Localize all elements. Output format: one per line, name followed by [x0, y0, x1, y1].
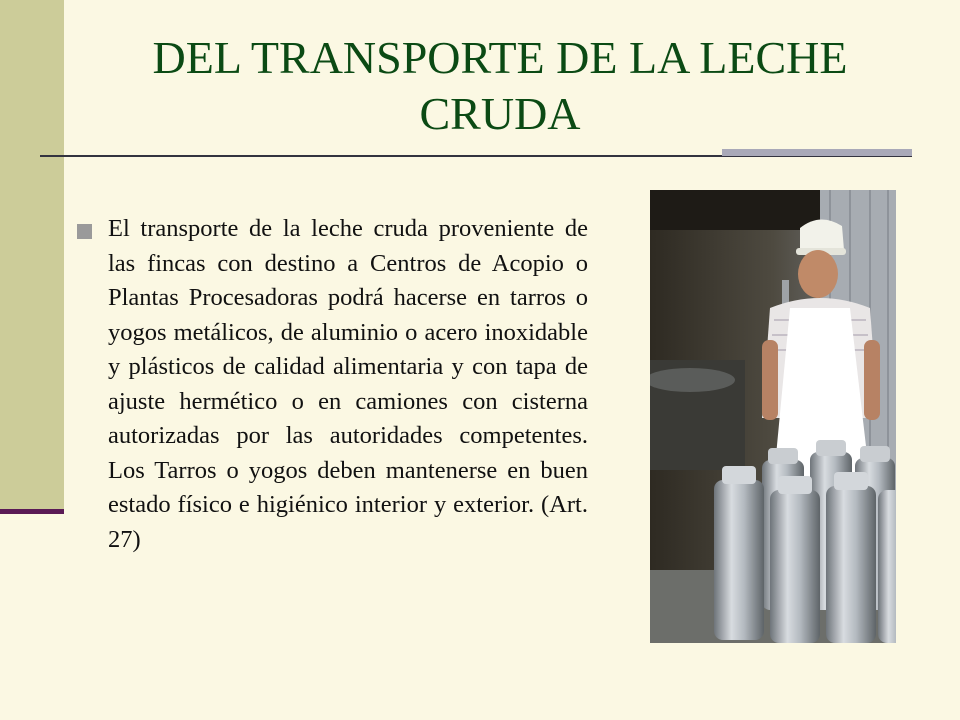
title-divider-accent — [722, 149, 912, 156]
sidebar-band — [0, 0, 64, 512]
bullet-text: El transporte de la leche cruda proveniente de las fincas con destino a Centros de Acopio o Plantas Procesadoras podrá hacerse en tarros o yogos metálicos, de aluminio o acero inoxidable y plásticos de calidad alimentaria y con tapa de ajuste hermético o en camiones con cisterna autorizadas por las autoridades competentes. Los Tarros o yogos deben mantenerse en buen estado físico e higiénico interior y exterior. (Art. 27) — [108, 215, 588, 553]
milk-cans-photo — [650, 190, 896, 643]
bullet-square-icon — [77, 224, 92, 239]
sidebar-accent-line — [0, 509, 64, 514]
slide-title: DEL TRANSPORTE DE LA LECHE CRUDA — [152, 32, 848, 139]
